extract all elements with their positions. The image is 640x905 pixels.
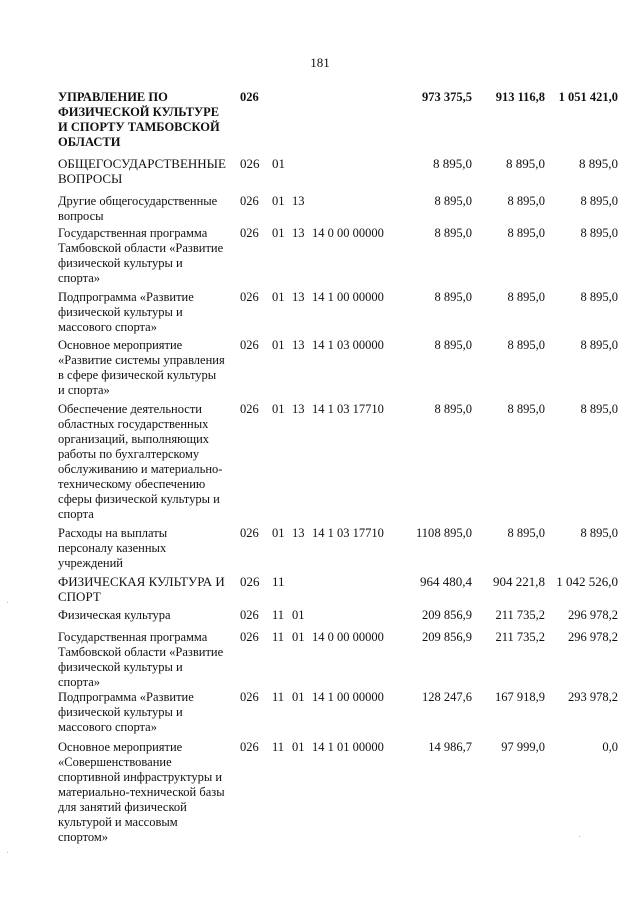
ved-code: 026	[240, 608, 259, 622]
row-name-line: персоналу казенных	[58, 541, 167, 555]
value-year-3: 8 895,0	[580, 402, 618, 416]
row-name	[58, 630, 234, 690]
row-name-line: «Совершенствование	[58, 755, 172, 769]
value-year-1: 14 986,7	[428, 740, 472, 754]
row-name	[58, 690, 234, 735]
row-code	[240, 194, 312, 209]
row-name-line: спорта»	[58, 675, 100, 689]
row-name-line: сферы физической культуры и	[58, 492, 220, 506]
value-year-2: 8 895,0	[506, 156, 545, 171]
value-year-3: 8 895,0	[580, 290, 618, 304]
row-name-line: учреждений	[58, 556, 123, 570]
csr-code: 14 0 00 00000	[312, 630, 384, 644]
row-name-line: физической культуры и	[58, 705, 183, 719]
row-name	[58, 194, 234, 224]
row-name	[58, 156, 234, 186]
row-name-line: УПРАВЛЕНИЕ ПО	[58, 90, 168, 104]
rz-code: 11	[272, 690, 285, 704]
value-year-1: 8 895,0	[434, 226, 472, 240]
rz-code: 01	[272, 290, 285, 304]
rz-code: 01	[272, 194, 285, 208]
ved-code: 026	[240, 338, 259, 352]
row-code	[240, 690, 416, 705]
row-name	[58, 402, 234, 522]
ved-code: 026	[240, 90, 259, 104]
row-code	[240, 90, 272, 105]
row-code	[240, 574, 292, 589]
scan-speck: ·	[6, 598, 10, 609]
value-year-3: 0,0	[602, 740, 618, 754]
row-name	[58, 290, 234, 335]
row-code	[240, 338, 416, 353]
row-code	[240, 630, 416, 645]
row-name-line: спортивной инфраструктуры и	[58, 770, 223, 784]
ved-code: 026	[240, 402, 259, 416]
row-name-line: Тамбовской области «Развитие	[58, 241, 224, 255]
value-year-1: 8 895,0	[434, 290, 472, 304]
ved-code: 026	[240, 226, 259, 240]
row-name	[58, 90, 234, 150]
row-name-line: Обеспечение деятельности	[58, 402, 203, 416]
value-year-2: 167 918,9	[495, 690, 545, 704]
pr-code: 01	[292, 608, 305, 622]
value-year-1: 8 895,0	[434, 526, 472, 540]
value-year-2: 8 895,0	[507, 194, 545, 208]
vr-code: 110	[416, 526, 435, 540]
row-name	[58, 574, 234, 604]
row-name	[58, 338, 234, 398]
csr-code: 14 1 03 17710	[312, 402, 384, 416]
csr-code: 14 1 01 00000	[312, 740, 384, 754]
row-name-line: вопросы	[58, 209, 104, 223]
value-year-3: 1 051 421,0	[558, 90, 618, 104]
pr-code: 01	[292, 740, 305, 754]
value-year-2: 8 895,0	[507, 338, 545, 352]
csr-code: 14 1 03 17710	[312, 526, 384, 540]
value-year-1: 964 480,4	[420, 574, 472, 589]
ved-code: 026	[240, 740, 259, 754]
pr-code: 13	[292, 338, 305, 352]
ved-code: 026	[240, 194, 259, 208]
row-code	[240, 402, 416, 417]
rz-code: 01	[272, 226, 285, 240]
row-code	[240, 608, 312, 623]
value-year-2: 913 116,8	[495, 90, 545, 104]
row-name-line: Основное мероприятие	[58, 338, 183, 352]
row-name-line: физической культуры и	[58, 660, 183, 674]
rz-code: 01	[272, 156, 285, 171]
row-name-line: ВОПРОСЫ	[58, 171, 123, 186]
value-year-1: 209 856,9	[422, 608, 472, 622]
value-year-1: 8 895,0	[434, 338, 472, 352]
csr-code: 14 0 00 00000	[312, 226, 384, 240]
value-year-3: 296 978,2	[568, 630, 618, 644]
row-name-line: Государственная программа	[58, 630, 208, 644]
row-name-line: Физическая культура	[58, 608, 171, 622]
value-year-1: 209 856,9	[422, 630, 472, 644]
csr-code: 14 1 00 00000	[312, 290, 384, 304]
row-name	[58, 608, 234, 623]
row-name-line: «Развитие системы управления	[58, 353, 225, 367]
pr-code: 13	[292, 526, 305, 540]
scan-speck: ·	[6, 848, 10, 859]
value-year-3: 8 895,0	[580, 526, 618, 540]
row-name-line: обслуживанию и материально-	[58, 462, 223, 476]
value-year-2: 8 895,0	[507, 402, 545, 416]
row-name-line: ФИЗИЧЕСКАЯ КУЛЬТУРА И	[58, 574, 225, 589]
row-name-line: спорта»	[58, 271, 100, 285]
value-year-2: 211 735,2	[495, 608, 545, 622]
row-name-line: Тамбовской области «Развитие	[58, 645, 224, 659]
rz-code: 11	[272, 574, 285, 589]
value-year-3: 8 895,0	[579, 156, 618, 171]
row-name-line: и спорта»	[58, 383, 110, 397]
row-name-line: СПОРТ	[58, 589, 101, 604]
ved-code: 026	[240, 630, 259, 644]
pr-code: 13	[292, 290, 305, 304]
pr-code: 01	[292, 630, 305, 644]
value-year-2: 904 221,8	[493, 574, 545, 589]
value-year-3: 8 895,0	[580, 226, 618, 240]
ved-code: 026	[240, 526, 259, 540]
row-code	[240, 226, 416, 241]
rz-code: 11	[272, 740, 285, 754]
row-name-line: областных государственных	[58, 417, 209, 431]
row-name-line: физической культуры и	[58, 256, 183, 270]
value-year-3: 293 978,2	[568, 690, 618, 704]
row-name-line: работы по бухгалтерскому	[58, 447, 200, 461]
csr-code: 14 1 03 00000	[312, 338, 384, 352]
row-name-line: Другие общегосударственные	[58, 194, 218, 208]
value-year-3: 1 042 526,0	[556, 574, 618, 589]
row-name-line: Подпрограмма «Развитие	[58, 290, 194, 304]
row-name-line: И СПОРТУ ТАМБОВСКОЙ	[58, 120, 220, 134]
row-name-line: Подпрограмма «Развитие	[58, 690, 194, 704]
row-name-line: Государственная программа	[58, 226, 208, 240]
rz-code: 01	[272, 402, 285, 416]
value-year-1: 8 895,0	[434, 402, 472, 416]
row-name-line: в сфере физической культуры	[58, 368, 217, 382]
value-year-3: 8 895,0	[580, 194, 618, 208]
ved-code: 026	[240, 690, 259, 704]
ved-code: 026	[240, 574, 260, 589]
value-year-2: 97 999,0	[501, 740, 545, 754]
row-name-line: ОБЩЕГОСУДАРСТВЕННЫЕ	[58, 156, 226, 171]
value-year-1: 128 247,6	[422, 690, 472, 704]
value-year-3: 296 978,2	[568, 608, 618, 622]
row-name-line: ОБЛАСТИ	[58, 135, 121, 149]
row-name	[58, 740, 234, 845]
row-name-line: спортом»	[58, 830, 109, 844]
row-code	[240, 740, 416, 755]
pr-code: 01	[292, 690, 305, 704]
pr-code: 13	[292, 402, 305, 416]
value-year-1: 973 375,5	[422, 90, 472, 104]
row-name-line: ФИЗИЧЕСКОЙ КУЛЬТУРЕ	[58, 105, 220, 119]
rz-code: 01	[272, 338, 285, 352]
row-code	[240, 156, 292, 171]
row-name-line: Основное мероприятие	[58, 740, 183, 754]
ved-code: 026	[240, 290, 259, 304]
ved-code: 026	[240, 156, 260, 171]
row-name-line: для занятий физической	[58, 800, 187, 814]
value-year-2: 8 895,0	[507, 226, 545, 240]
value-year-2: 8 895,0	[507, 526, 545, 540]
row-name	[58, 526, 234, 571]
row-code	[240, 526, 440, 541]
pr-code: 13	[292, 194, 305, 208]
row-name-line: массового спорта»	[58, 720, 157, 734]
row-name-line: массового спорта»	[58, 320, 157, 334]
table-row	[0, 90, 640, 156]
rz-code: 11	[272, 630, 285, 644]
pr-code: 13	[292, 226, 305, 240]
row-name-line: спорта	[58, 507, 94, 521]
value-year-1: 8 895,0	[433, 156, 472, 171]
page-number: 181	[310, 55, 330, 70]
value-year-2: 8 895,0	[507, 290, 545, 304]
row-name-line: материально-технической базы	[58, 785, 225, 799]
row-name-line: техническому обеспечению	[58, 477, 206, 491]
value-year-3: 8 895,0	[580, 338, 618, 352]
row-name-line: Расходы на выплаты	[58, 526, 168, 540]
row-name-line: культурой и массовым	[58, 815, 178, 829]
row-code	[240, 290, 416, 305]
row-name-line: физической культуры и	[58, 305, 183, 319]
value-year-2: 211 735,2	[495, 630, 545, 644]
scan-speck: ·	[578, 832, 582, 843]
rz-code: 01	[272, 526, 285, 540]
row-name-line: организаций, выполняющих	[58, 432, 210, 446]
csr-code: 14 1 00 00000	[312, 690, 384, 704]
row-name	[58, 226, 234, 286]
rz-code: 11	[272, 608, 285, 622]
value-year-1: 8 895,0	[434, 194, 472, 208]
